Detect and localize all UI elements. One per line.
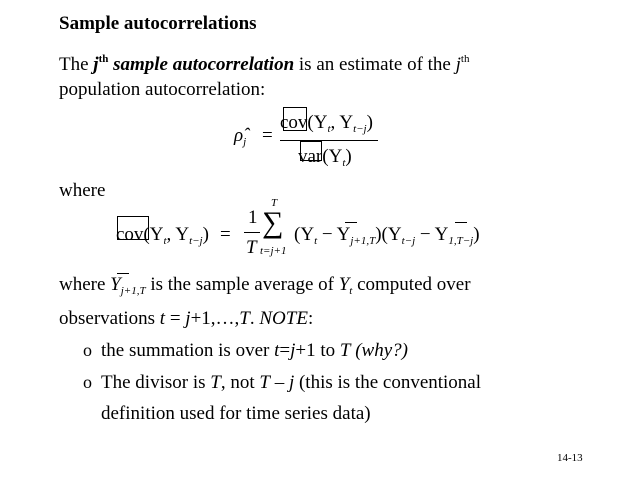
eq1-lhs — [234, 124, 246, 154]
den-text: var(Y — [298, 146, 343, 167]
b1-pre: the summation is over — [101, 340, 275, 361]
eq2-lhs — [116, 223, 209, 253]
sum-lower: t=j+1 — [260, 245, 287, 257]
where2-post2: computed over — [352, 274, 471, 295]
fraction-bar — [280, 140, 378, 141]
obs-dot: . — [249, 308, 260, 329]
rho-hat: ρ̂ — [234, 125, 244, 146]
bullet-1 — [101, 339, 408, 363]
obs-j: j — [185, 308, 191, 329]
intro-text-2: is an estimate of the — [294, 54, 456, 75]
num-mid: , Y — [330, 112, 354, 133]
eq1-numerator — [280, 111, 373, 141]
num-text: cov(Y — [280, 112, 328, 133]
eq2-lhs-sub2: t−j — [189, 235, 203, 247]
observations-line — [59, 307, 313, 331]
den-sub: t — [342, 157, 346, 169]
eq1-denominator — [298, 145, 352, 175]
where2-ybar-sub: j+1,T — [120, 285, 146, 297]
intro-th2: th — [460, 53, 470, 65]
eq2-rhs — [294, 223, 480, 253]
eq2-lhs-sub1: t — [163, 235, 167, 247]
obs-eq: = — [165, 308, 186, 329]
intro-term: sample autocorrelation — [108, 54, 295, 75]
rhs-ybar1-sub: j+1,T — [350, 235, 376, 247]
rhs-minus2: − Y — [415, 224, 449, 245]
b2-mid: , not — [220, 372, 260, 393]
eq2-T: T — [246, 237, 257, 258]
obs-T: T — [239, 308, 250, 329]
intro-line-2: population autocorrelation: — [59, 79, 266, 100]
rhs-term1-sub: t — [314, 235, 318, 247]
eq2-lhs-text: cov(Y — [116, 224, 164, 245]
where-line-2 — [59, 273, 471, 303]
obs-mid: +1,…, — [190, 308, 240, 329]
b2-pre: The divisor is — [101, 372, 211, 393]
intro-j2: j — [455, 54, 461, 75]
obs-t: t — [159, 308, 166, 329]
eq2-one: 1 — [248, 207, 258, 228]
b1-T: T — [339, 340, 351, 361]
intro-th: th — [98, 53, 109, 65]
ybar-overline-1 — [345, 222, 357, 223]
intro-line-1 — [59, 47, 469, 77]
ybar-overline-2 — [455, 222, 467, 223]
rhs-term2-sub: t−j — [401, 235, 416, 247]
b2-minus: – — [269, 372, 289, 393]
bullet-marker: o — [83, 372, 92, 392]
eq2-fraction-bar — [244, 232, 260, 233]
b1-eq: = — [279, 340, 291, 361]
num-sub-t: t — [327, 123, 331, 135]
eq2-lhs-end: ) — [202, 224, 209, 245]
where-ybar-overline — [117, 273, 129, 274]
b2-post: (this is the conventional — [294, 372, 482, 393]
rhs-minus1: − Y — [317, 224, 351, 245]
summation-symbol: ∑ — [262, 206, 284, 239]
slide-title: Sample autocorrelations — [59, 13, 257, 34]
rhs-end: ) — [473, 224, 480, 245]
where-label: where — [59, 180, 106, 201]
b1-mid: +1 to — [295, 340, 340, 361]
where2-yt-sub: t — [349, 285, 353, 297]
b2-T: T — [210, 372, 221, 393]
where2-yt: Y — [338, 274, 350, 295]
b2-T2: T — [259, 372, 270, 393]
where2-post: is the sample average of — [145, 274, 339, 295]
b1-t: t — [274, 340, 280, 361]
obs-pre: observations — [59, 308, 160, 329]
num-sub-tj: t−j — [353, 123, 367, 135]
intro-text: The — [59, 54, 94, 75]
slide-number: 14-13 — [557, 452, 583, 464]
obs-note: NOTE — [259, 308, 308, 329]
eq2-lhs-mid: , Y — [166, 224, 190, 245]
where2-ybar: Y — [110, 274, 121, 295]
b1-why: (why?) — [355, 340, 408, 361]
obs-colon: : — [307, 308, 314, 329]
rhs-term2: )(Y — [375, 224, 402, 245]
intro-j: j — [93, 54, 99, 75]
eq1-equals: = — [262, 125, 273, 146]
den-end: ) — [345, 146, 352, 167]
rhs-ybar2-sub: 1,T−j — [448, 235, 474, 247]
eq2-equals: = — [220, 224, 231, 245]
bullet-2-line-2: definition used for time series data) — [101, 403, 371, 424]
bullet-2 — [101, 371, 481, 395]
b1-j: j — [290, 340, 296, 361]
bullet-marker: o — [83, 340, 92, 360]
num-end: ) — [366, 112, 373, 133]
rhs-term1: (Y — [294, 224, 315, 245]
b2-j: j — [288, 372, 295, 393]
rho-sub: j — [243, 136, 247, 148]
sum-upper: T — [271, 197, 278, 209]
where2-pre: where — [59, 274, 111, 295]
